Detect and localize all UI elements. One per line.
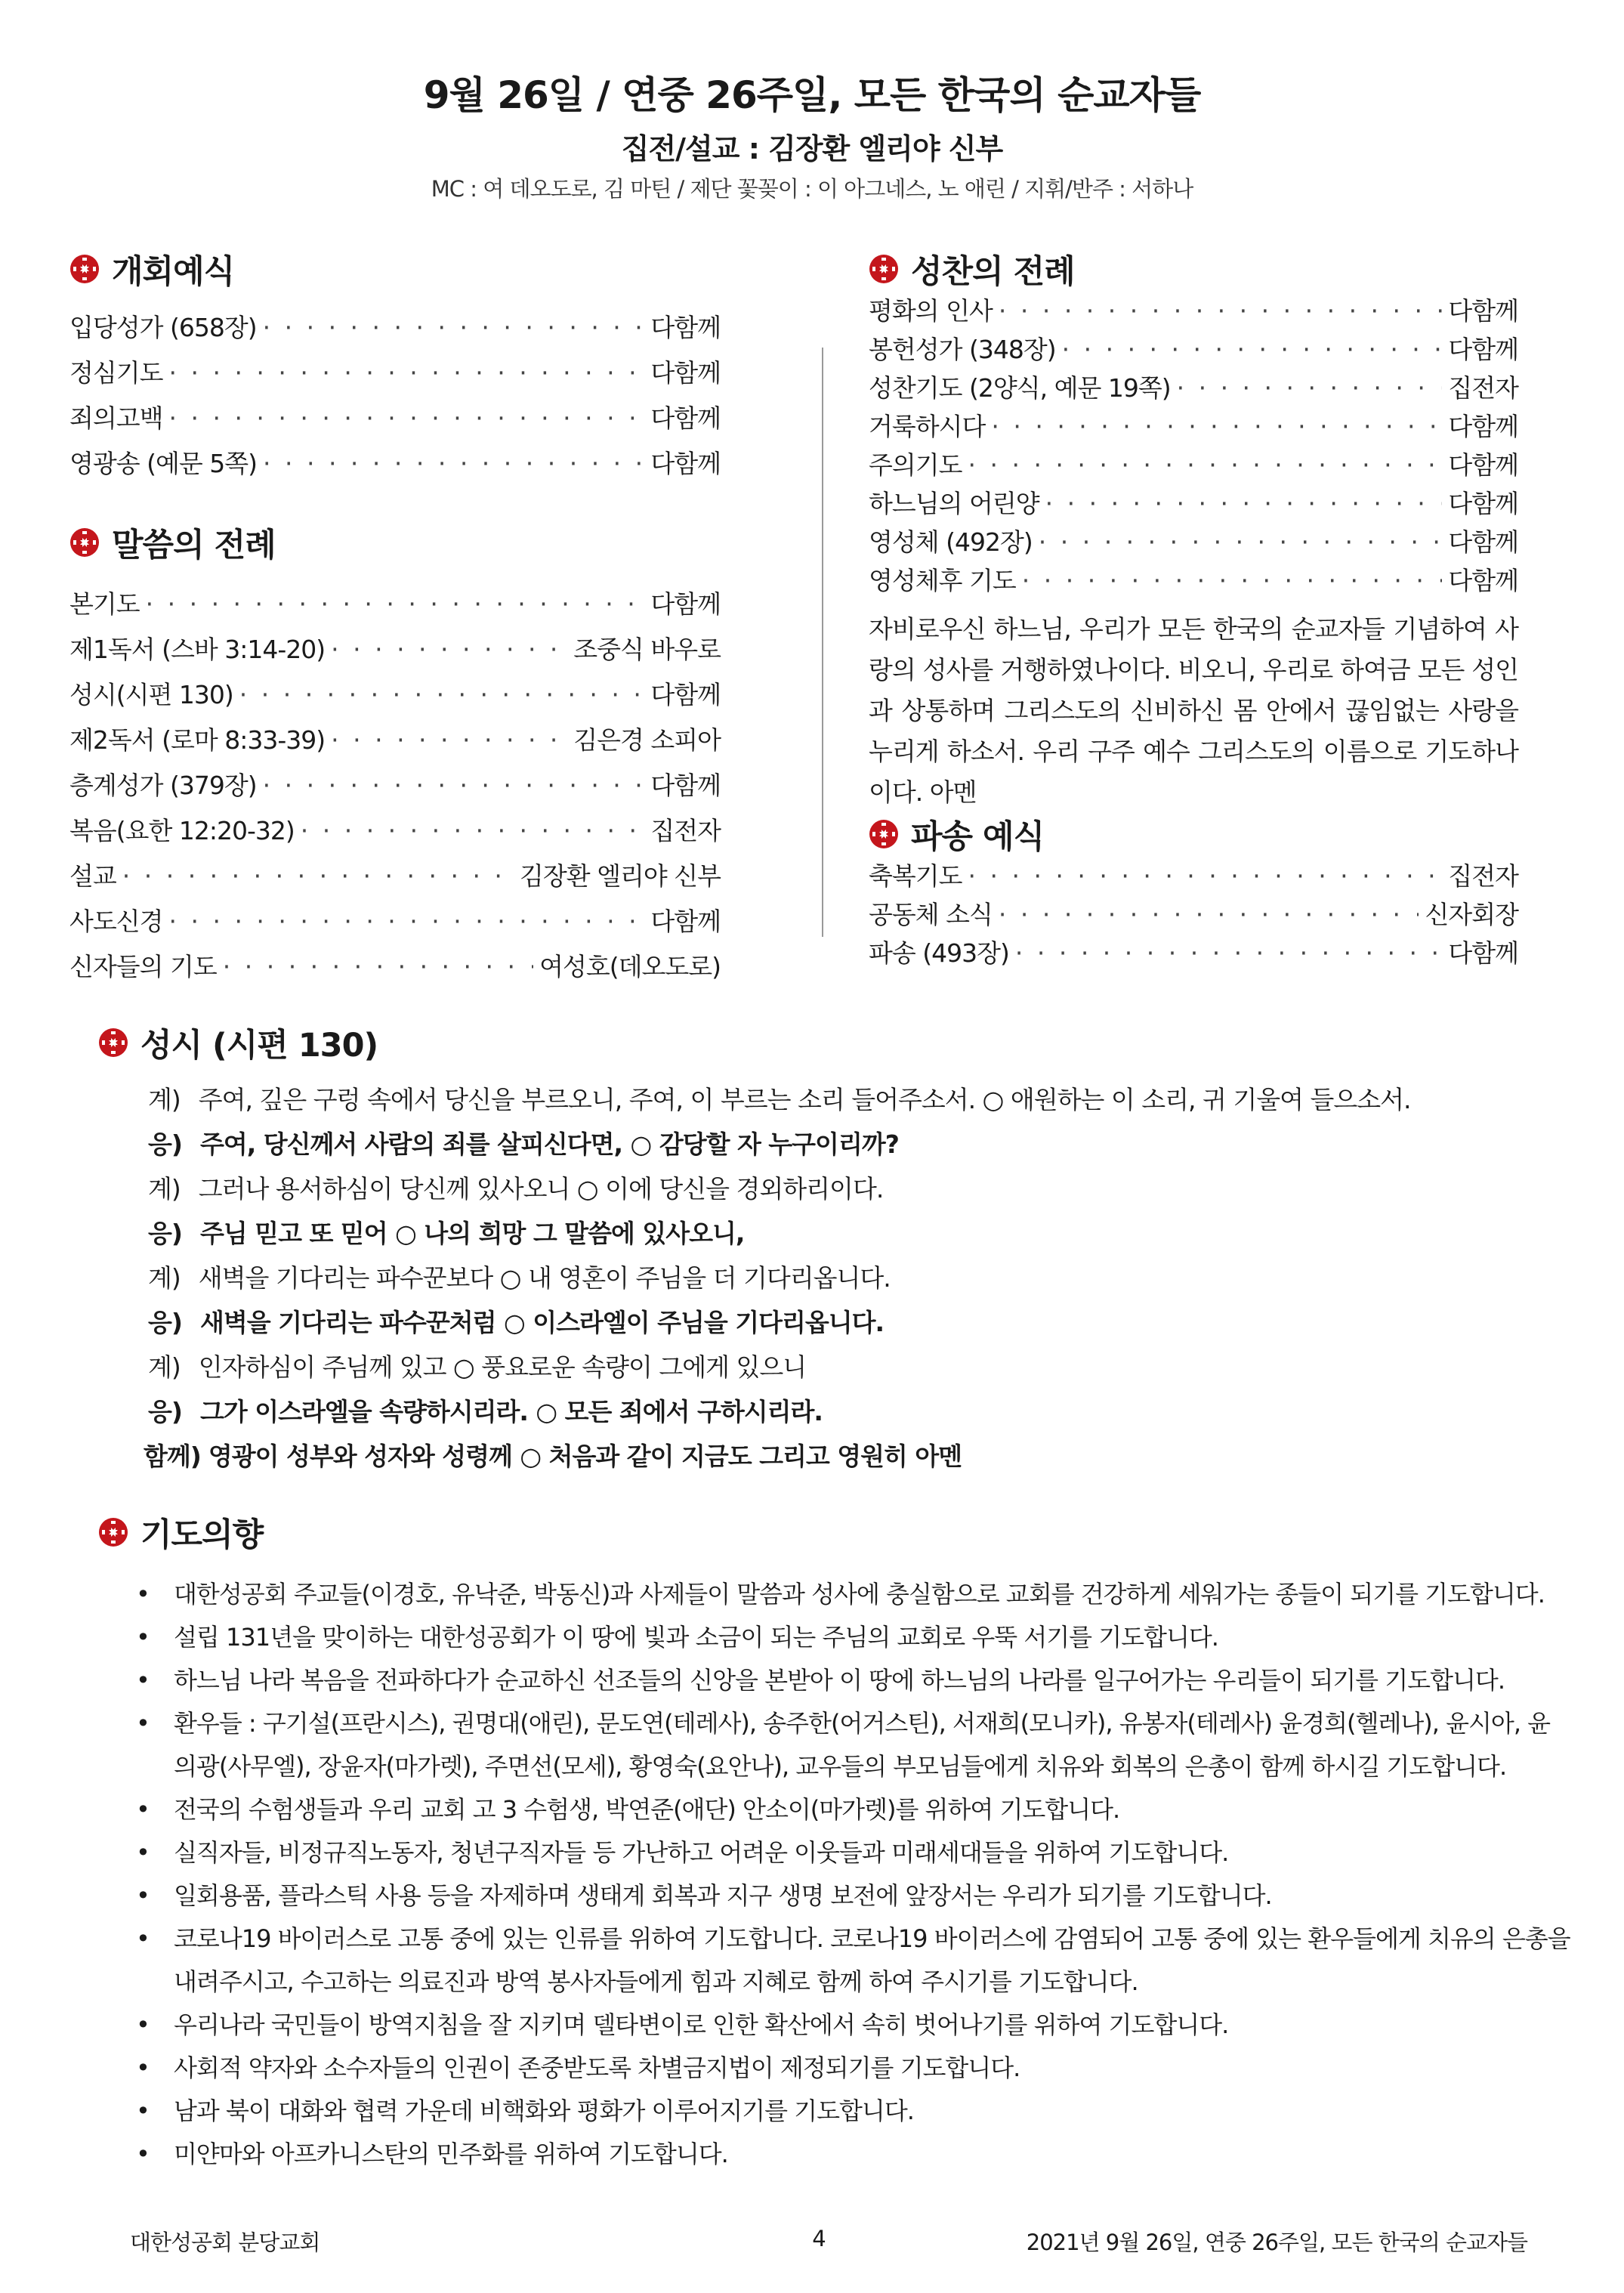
dismissal-item: 파송 (493장) · · · 다함께 xyxy=(869,934,1518,972)
opening-list xyxy=(69,305,721,487)
psalm-line: 계) 주여, 깊은 구렁 속에서 당신을 부르오니, 주여, 이 부르는 소리 들어주소서. ○ 애원하는 이 소리, 귀 기울여 들으소서. xyxy=(148,1085,1411,1114)
psalm-line: 계) 그러나 용서하심이 당신께 있사오니 ○ 이에 당신을 경외하리이다. xyxy=(148,1174,884,1204)
intention-item: • 코로나19 바이러스로 고통 중에 있는 인류를 위하여 기도합니다. 코로나19 바이러스에 감염되어 고통 중에 있는 환우들에게 치유의 은총을 내려주시고, 수고하는 의료진과 방역 봉사자들에게 힘과 지혜로 함께 하여 주시기를 기도합니다. xyxy=(136,1924,1570,1996)
intentions-heading xyxy=(98,1511,263,1553)
word-item: 본기도 · · · 다함께 xyxy=(69,582,721,627)
intention-item: • 설립 131년을 맞이하는 대한성공회가 이 땅에 빛과 소금이 되는 주님의 교회로 우뚝 서기를 기도합니다. xyxy=(136,1623,1218,1652)
psalm-heading-text: 성시 (시편 130) xyxy=(140,1026,378,1065)
intention-item: • 환우들 : 구기설(프란시스), 권명대(애린), 문도연(테레사), 송주한(어거스틴), 서재희(모니카), 유봉자(테레사) 윤경희(헬레나), 윤시아, 윤의광(사무엘), 장윤자(마가렛), 주면선(모세), 황영숙(요안나), 교우들의 부모님들에게 치유와 회복의 은총이 함께 하시길 기도합니다. xyxy=(136,1709,1551,1781)
opening-item: 영광송 (예문 5쪽) · · · 다함께 xyxy=(69,441,721,487)
intentions-list xyxy=(136,1573,1571,2176)
word-item: 제1독서 (스바 3:14-20) · · · 조중식 바우로 xyxy=(69,627,721,672)
dismissal-list xyxy=(869,857,1518,972)
intention-item: • 실직자들, 비정규직노동자, 청년구직자들 등 가난하고 어려운 이웃들과 미래세대들을 위하여 기도합니다. xyxy=(136,1838,1229,1867)
intention-item: • 우리나라 국민들이 방역지침을 잘 지키며 델타변이로 인한 확산에서 속히 벗어나기를 위하여 기도합니다. xyxy=(136,2010,1229,2039)
eucharist-item: 봉헌성가 (348장) · · · 다함께 xyxy=(869,330,1518,369)
word-section xyxy=(69,521,721,990)
cross-icon xyxy=(869,254,899,284)
intention-item: • 사회적 약자와 소수자들의 인권이 존중받도록 차별금지법이 제정되기를 기도합니다. xyxy=(136,2054,1020,2082)
page-subtitle: 집전/설교 : 김장환 엘리야 신부 xyxy=(621,132,1003,165)
opening-heading-text: 개회예식 xyxy=(112,252,235,291)
cross-icon xyxy=(98,1517,128,1547)
eucharist-item: 영성체후 기도 · · · 다함께 xyxy=(869,561,1518,600)
eucharist-heading-text: 성찬의 전례 xyxy=(911,252,1075,291)
cross-icon xyxy=(869,819,899,849)
column-divider xyxy=(822,348,823,937)
word-item: 신자들의 기도 · · · 여성호(데오도로) xyxy=(69,944,721,990)
footer-page-number: 4 xyxy=(812,2226,826,2251)
eucharist-item: 주의기도 · · · 다함께 xyxy=(869,446,1518,484)
intention-item: • 대한성공회 주교들(이경호, 유낙준, 박동신)과 사제들이 말씀과 성사에 충실함으로 교회를 건강하게 세워가는 종들이 되기를 기도합니다. xyxy=(136,1580,1545,1608)
word-item: 복음(요한 12:20-32) · · · 집전자 xyxy=(69,808,721,854)
dismissal-item: 축복기도 · · · 집전자 xyxy=(869,857,1518,895)
opening-section xyxy=(69,248,721,487)
footer-date: 2021년 9월 26일, 연중 26주일, 모든 한국의 순교자들 xyxy=(1026,2230,1527,2255)
psalm-line: 응) 주여, 당신께서 사람의 죄를 살피신다면, ○ 감당할 자 누구이리까? xyxy=(148,1130,899,1159)
eucharist-section xyxy=(869,248,1518,813)
psalm-line: 응) 그가 이스라엘을 속량하시리라. ○ 모든 죄에서 구하시리라. xyxy=(148,1397,823,1426)
word-heading xyxy=(69,521,721,564)
word-item: 설교 · · · 김장환 엘리야 신부 xyxy=(69,854,721,899)
dismissal-section xyxy=(869,813,1518,972)
eucharist-item: 영성체 (492장) · · · 다함께 xyxy=(869,523,1518,561)
dismissal-heading xyxy=(869,813,1518,855)
staff-line: MC : 여 데오도로, 김 마틴 / 제단 꽃꽂이 : 이 아그네스, 노 애린 / 지휘/반주 : 서하나 xyxy=(431,176,1193,202)
eucharist-item: 거룩하시다 · · · 다함께 xyxy=(869,407,1518,446)
cross-icon xyxy=(98,1028,128,1058)
word-list xyxy=(69,582,721,990)
opening-item: 정심기도 · · · 다함께 xyxy=(69,351,721,396)
psalm-body xyxy=(144,1077,1568,1479)
eucharist-item: 하느님의 어린양 · · · 다함께 xyxy=(869,484,1518,523)
word-item: 층계성가 (379장) · · · 다함께 xyxy=(69,763,721,808)
psalm-line: 함께) 영광이 성부와 성자와 성령께 ○ 처음과 같이 지금도 그리고 영원히 아멘 xyxy=(144,1442,962,1471)
post-communion-prayer: 자비로우신 하느님, 우리가 모든 한국의 순교자들 기념하여 사랑의 성사를 거행하였나이다. 비오니, 우리로 하여금 모든 성인과 상통하며 그리스도의 신비하신 몸 안에서 끊임없는 사랑을 누리게 하소서. 우리 구주 예수 그리스도의 이름으로 기도하나이다. 아멘 xyxy=(869,614,1518,807)
page-title: 9월 26일 / 연중 26주일, 모든 한국의 순교자들 xyxy=(423,73,1201,117)
eucharist-item: 성찬기도 (2양식, 예문 19쪽) · · · 집전자 xyxy=(869,369,1518,407)
word-item: 성시(시편 130) · · · 다함께 xyxy=(69,672,721,718)
eucharist-item: 평화의 인사 · · · 다함께 xyxy=(869,292,1518,330)
opening-item: 죄의고백 · · · 다함께 xyxy=(69,396,721,441)
cross-icon xyxy=(69,527,100,558)
dismissal-item: 공동체 소식 · · · 신자회장 xyxy=(869,895,1518,934)
opening-heading xyxy=(69,248,721,290)
eucharist-heading xyxy=(869,248,1518,290)
psalm-line: 응) 주님 믿고 또 믿어 ○ 나의 희망 그 말씀에 있사오니, xyxy=(148,1219,745,1248)
eucharist-list xyxy=(869,292,1518,600)
psalm-line: 계) 인자하심이 주님께 있고 ○ 풍요로운 속량이 그에게 있으니 xyxy=(148,1352,807,1382)
intention-item: • 일회용품, 플라스틱 사용 등을 자제하며 생태계 회복과 지구 생명 보전에 앞장서는 우리가 되기를 기도합니다. xyxy=(136,1881,1272,1910)
opening-item: 입당성가 (658장) · · · 다함께 xyxy=(69,305,721,351)
intention-item: • 남과 북이 대화와 협력 가운데 비핵화와 평화가 이루어지기를 기도합니다. xyxy=(136,2097,914,2125)
intentions-heading-text: 기도의향 xyxy=(140,1516,264,1554)
dismissal-heading-text: 파송 예식 xyxy=(911,817,1045,856)
psalm-line: 계) 새벽을 기다리는 파수꾼보다 ○ 내 영혼이 주님을 더 기다리옵니다. xyxy=(148,1263,891,1293)
footer-church: 대한성공회 분당교회 xyxy=(130,2230,320,2255)
psalm-heading xyxy=(98,1021,378,1064)
word-item: 제2독서 (로마 8:33-39) · · · 김은경 소피아 xyxy=(69,718,721,763)
word-heading-text: 말씀의 전례 xyxy=(112,526,276,564)
intention-item: • 하느님 나라 복음을 전파하다가 순교하신 선조들의 신앙을 본받아 이 땅에 하느님의 나라를 일구어가는 우리들이 되기를 기도합니다. xyxy=(136,1666,1505,1695)
word-item: 사도신경 · · · 다함께 xyxy=(69,899,721,944)
intention-item: • 전국의 수험생들과 우리 교회 고 3 수험생, 박연준(애단) 안소이(마가렛)를 위하여 기도합니다. xyxy=(136,1795,1120,1824)
cross-icon xyxy=(69,254,100,284)
intention-item: • 미얀마와 아프카니스탄의 민주화를 위하여 기도합니다. xyxy=(136,2140,728,2168)
psalm-line: 응) 새벽을 기다리는 파수꾼처럼 ○ 이스라엘이 주님을 기다리옵니다. xyxy=(148,1308,885,1337)
